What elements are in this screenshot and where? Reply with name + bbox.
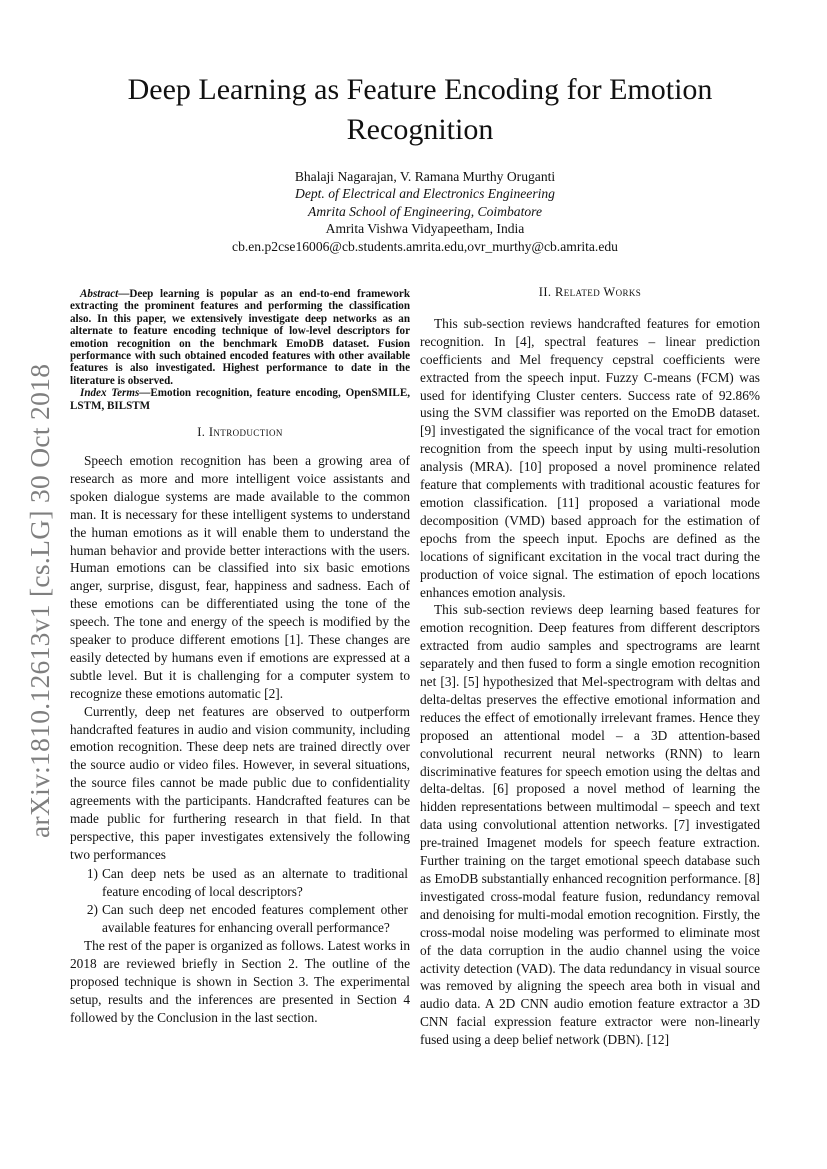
index-terms-paragraph bbox=[70, 387, 410, 412]
section-heading-introduction bbox=[70, 424, 410, 442]
intro-paragraph-3: The rest of the paper is organized as follows. Latest works in 2018 are reviewed briefly in Section 2. The outline of the proposed technique is shown in Section 3. The experimental setup, results and the inferences are presented in Section 4 followed by the Conclusion in the last section. bbox=[70, 938, 410, 1026]
list-item-number: 1) bbox=[86, 865, 98, 881]
abstract-text: —Deep learning is popular as an end-to-end framework extracting the prominent features and performing the classification also. In this paper, we extensively investigate deep networks as an alternate to feature encoding technique of low-level descriptors for emotion recognition on the benchmark EmoDB dataset. Fusion performance with such obtained encoded features with other available features is also investigated. Highest performance to date in the literature is observed. bbox=[70, 288, 410, 387]
section-title: Related Works bbox=[554, 285, 642, 299]
list-item-text: Can deep nets be used as an alternate to traditional feature encoding of local descriptors? bbox=[102, 865, 408, 899]
left-column bbox=[70, 288, 410, 1027]
author-names: Bhalaji Nagarajan, V. Ramana Murthy Oruganti bbox=[294, 169, 556, 184]
section-heading-related-works bbox=[420, 284, 760, 302]
author-block bbox=[180, 168, 670, 255]
section-numeral: II. bbox=[538, 285, 552, 299]
paper-title: Deep Learning as Feature Encoding for Emotion Recognition bbox=[127, 73, 713, 146]
author-emails: cb.en.p2cse16006@cb.students.amrita.edu,ovr_murthy@cb.amrita.edu bbox=[232, 238, 618, 254]
right-column bbox=[420, 284, 760, 1049]
abstract-block bbox=[70, 288, 410, 412]
list-item-text: Can such deep net encoded features complement other available features for enhancing overall performance? bbox=[102, 901, 408, 935]
author-school: Amrita School of Engineering, Coimbatore bbox=[308, 203, 542, 219]
related-paragraph-2: This sub-section reviews deep learning based features for emotion recognition. Deep features from different descriptors extracted from audio samples and spectrograms are learnt separately and then fused to form a single emotion recognition net [3]. [5] hypothesized that Mel-spectrogram with deltas and delta-deltas preserves the effective emotional information and reduces the effect of emotionally irrelevant frames. Hence they proposed an attentional model – a 3D attention-based convolutional recurrent neural networks (RNN) to learn discriminative features for speech emotion using the deltas and delta-deltas. [6] proposed a novel method of learning the hidden representations between multimodal – speech and text data using convolutional attention networks. [7] investigated pre-trained Imagenet models for speech feature extraction. Further training on the target emotional speech database such as EmoDB substantially enhanced recognition performance. [8] investigated cross-modal feature fusion, redundancy removal and denoising for multi-modal emotion recognition. Firstly, the cross-modal noise modeling was performed to eliminate most of the data corruption in the audio channel using the voice activity detection (VAD). The data redundancy in visual source was removed by aligning the speech area both in visual and audio data. A 2D CNN audio emotion feature extractor a 3D CNN facial expression feature extractor were non-linearly fused using a deep belief network (DBN). [12] bbox=[420, 602, 760, 1048]
author-department: Dept. of Electrical and Electronics Engineering bbox=[295, 186, 555, 202]
index-terms-text: —Emotion recognition, feature encoding, OpenSMILE, LSTM, BILSTM bbox=[70, 387, 410, 412]
intro-paragraph-2: Currently, deep net features are observed to outperform handcrafted features in audio and vision community, including emotion recognition. These deep nets are trained directly over the source audio or video files. However, in several situations, the source files cannot be made public due to confidentiality agreements with the participants. Handcrafted features can be made public for furthering research in that field. In that perspective, this paper investigates extensively the following two performances bbox=[70, 703, 410, 862]
list-item bbox=[70, 901, 410, 937]
abstract-label: Abstract bbox=[80, 288, 119, 300]
question-list bbox=[70, 865, 410, 937]
section-title: Introduction bbox=[208, 425, 283, 440]
list-item-number: 2) bbox=[86, 901, 98, 917]
author-university: Amrita Vishwa Vidyapeetham, India bbox=[325, 221, 525, 237]
section-numeral: I. bbox=[197, 425, 206, 440]
intro-paragraph-1: Speech emotion recognition has been a growing area of research as more and more intelligent voice assistants and spoken dialogue systems are made available to the common man. It is necessary for these intelligent systems to understand the human emotions as it will enable them to understand the human behavior and provide better interactions with the users. Human emotions can be classified into six basic emotions anger, surprise, disgust, fear, happiness and sadness. Each of these emotions can be differentiated using the tone of the speech. The tone and energy of the speech is modified by the speaker to produce different emotions [1]. These changes are easily detected by humans even if emotions are expressed at a subtle level. But it is challenging for a computer system to recognize these emotions automatic [2]. bbox=[70, 452, 410, 701]
index-terms-label: Index Terms bbox=[80, 387, 140, 400]
arxiv-identifier: arXiv:1810.12613v1 [cs.LG] 30 Oct 2018 bbox=[24, 363, 55, 838]
abstract-paragraph bbox=[70, 288, 410, 387]
related-paragraph-1: This sub-section reviews handcrafted features for emotion recognition. In [4], spectral features – linear prediction coefficients and Mel frequency cepstral coefficients were extracted from the speech input. Fuzzy C-means (FCM) was used for identifying Cluster centers. Success rate of 92.86% using the SVM classifier was reported on the EmoDB dataset. [9] investigated the significance of the vocal tract for emotion recognition from the speech input by using multi-resolution analysis (MRA). [10] proposed a novel prominence related feature that complements with traditional acoustic features for emotion classification. [11] proposed a variational mode decomposition (VMD) based approach for the estimation of epochs from the speech input. Epochs are defined as the locations of significant excitation in the vocal tract during the production of voice signal. The estimation of epoch locations enhances emotion analysis. bbox=[420, 315, 760, 600]
list-item bbox=[70, 865, 410, 901]
